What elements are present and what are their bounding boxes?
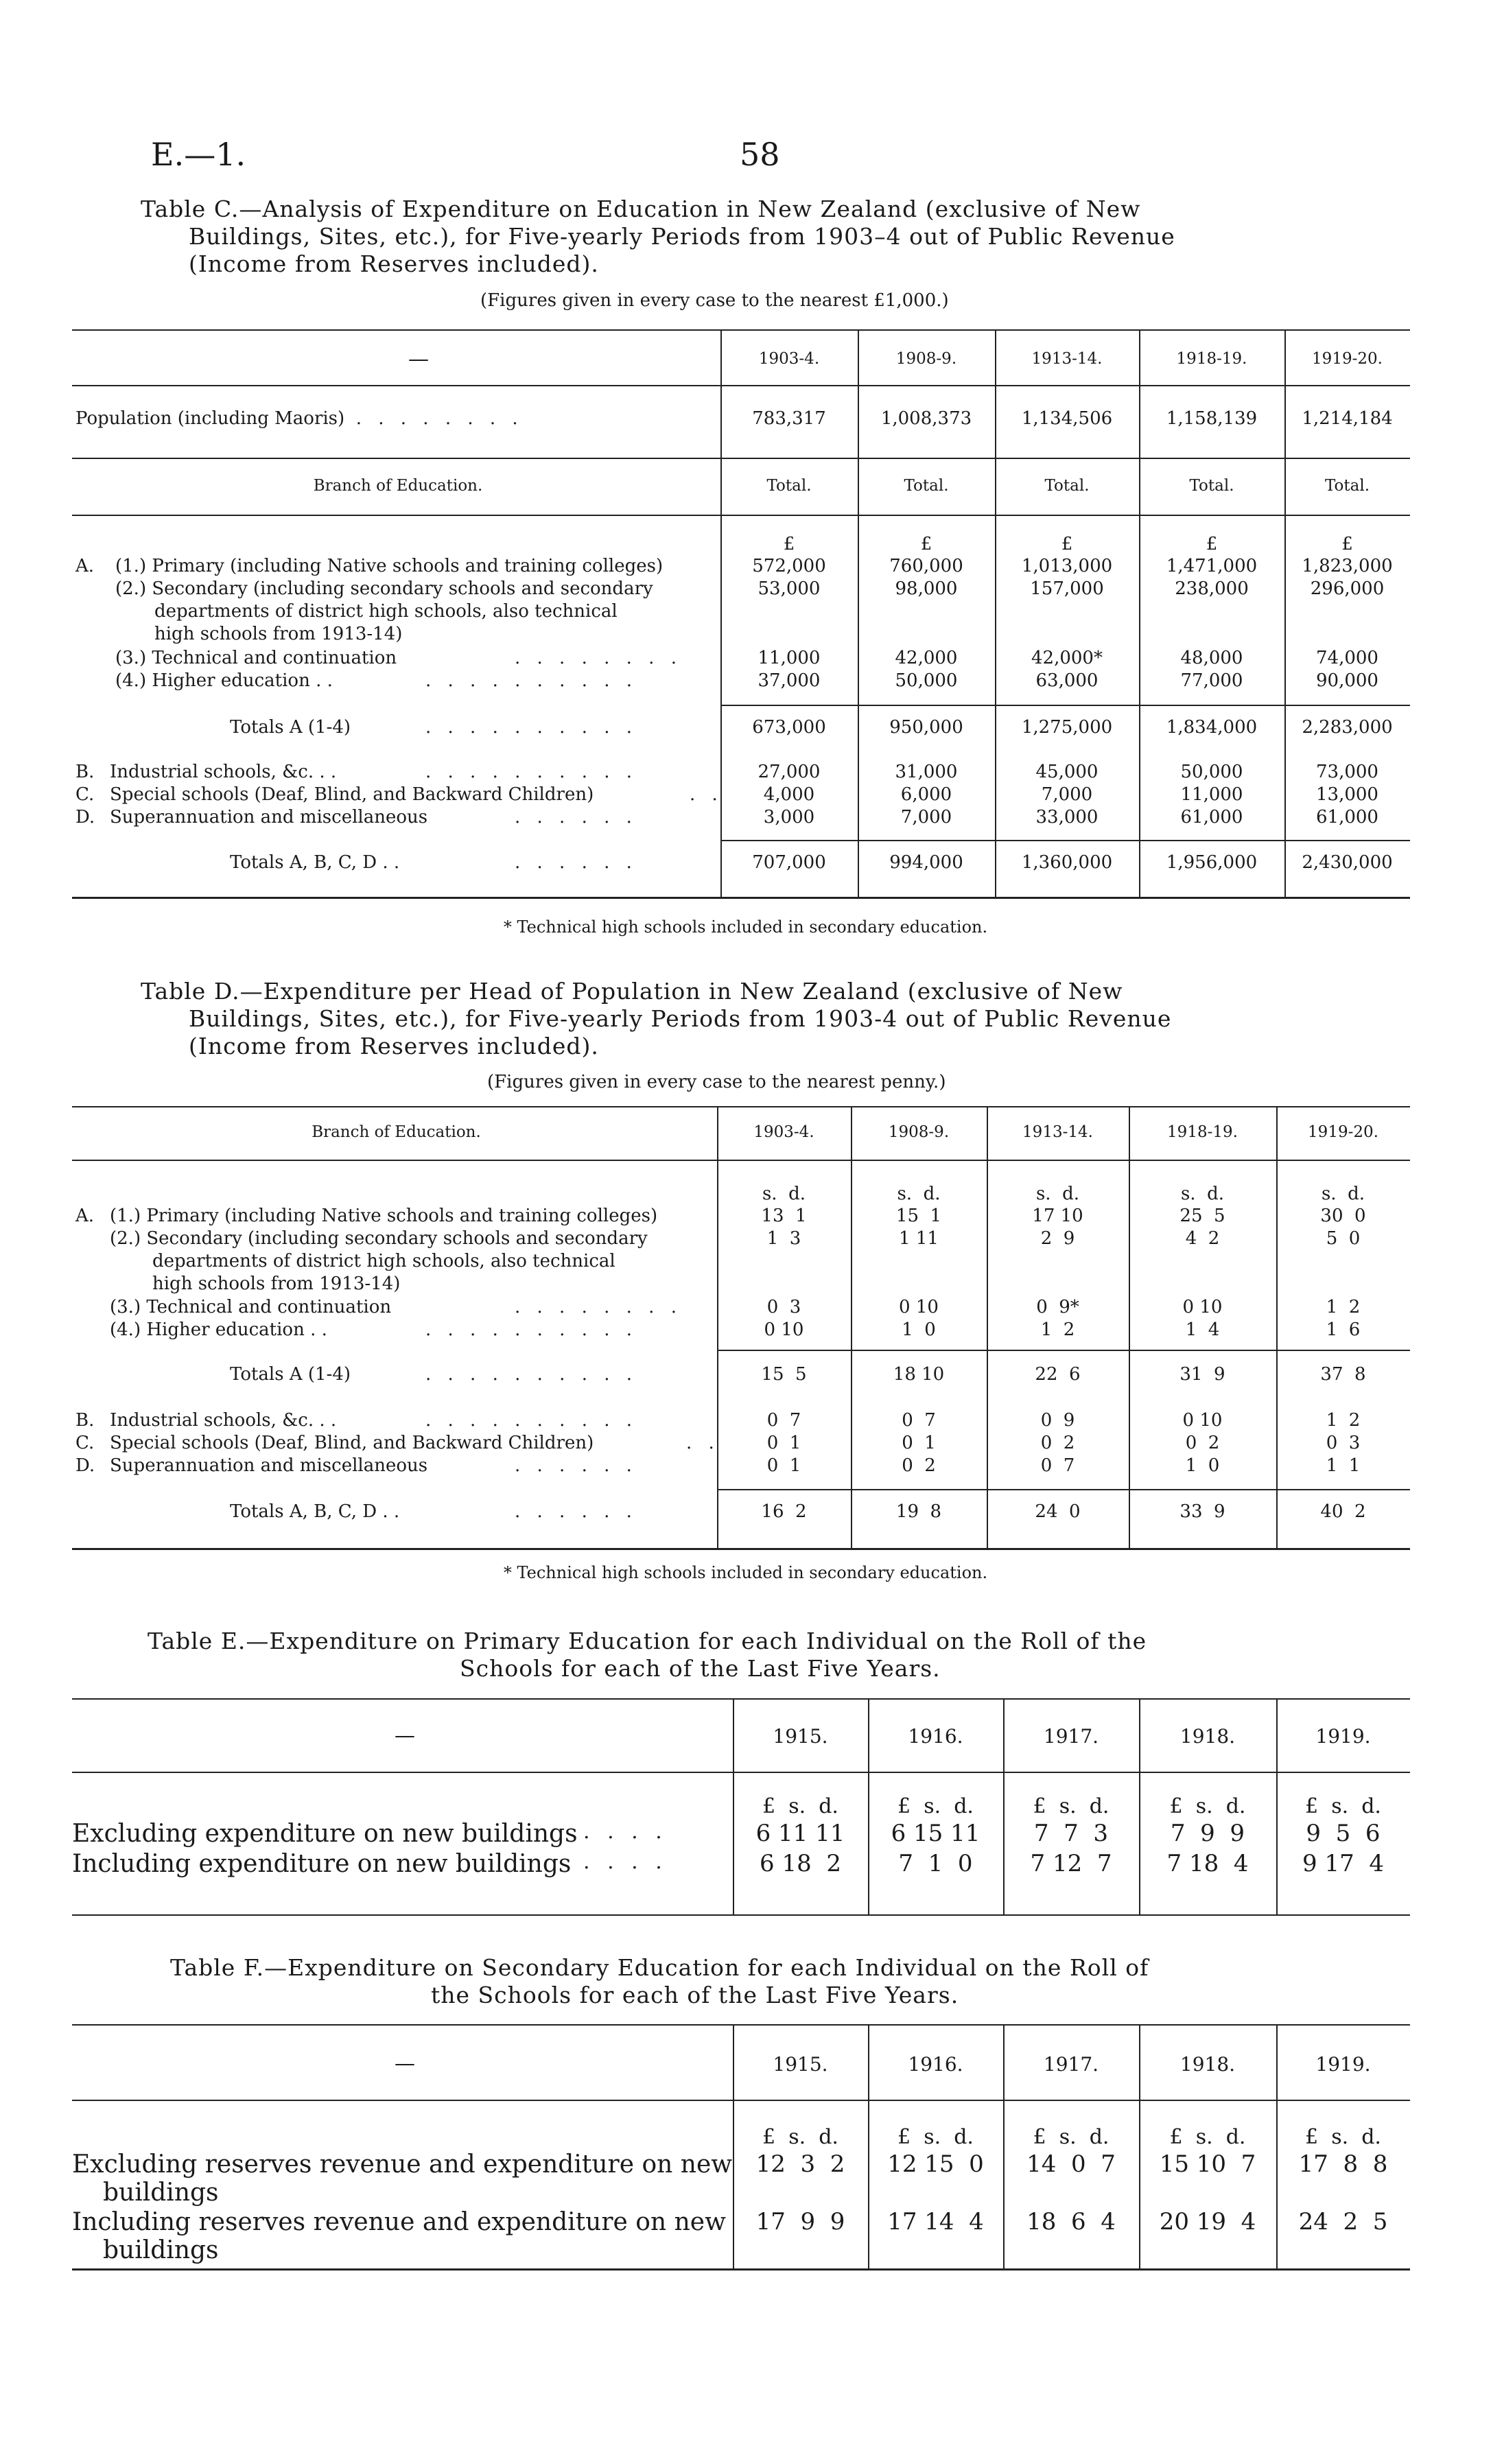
- table-d-row-label: Special schools (Deaf, Blind, and Backward Children): [110, 1433, 594, 1453]
- table-c-row-dots: . . . . . .: [515, 852, 637, 873]
- table-d-row-label-cont: high schools from 1913-14): [152, 1274, 401, 1294]
- table-e-cell: 6 18 2: [760, 1850, 841, 1877]
- table-d-cell: 0 1: [766, 1433, 801, 1453]
- table-e-unit-5: £ s. d.: [1305, 1794, 1381, 1818]
- table-d-totals-a-label: Totals A (1-4): [230, 1364, 351, 1385]
- table-e-cell: 9 5 6: [1306, 1820, 1381, 1847]
- table-e-cell: 6 11 11: [755, 1820, 845, 1847]
- table-c-cell: 61,000: [1180, 807, 1243, 828]
- table-c-year-1: 1903-4.: [758, 350, 820, 368]
- table-c-cell: 1,823,000: [1302, 556, 1393, 576]
- table-f-unit-3: £ s. d.: [1033, 2125, 1110, 2149]
- table-d-unit-4: s. d.: [1180, 1184, 1225, 1204]
- table-c-population-3: 1,134,506: [1021, 408, 1113, 429]
- table-d-totals-a-cell: 37 8: [1320, 1364, 1366, 1385]
- table-d-year-2: 1908-9.: [888, 1123, 950, 1141]
- table-c-total-header-2: Total.: [904, 477, 949, 495]
- table-d-title-line-1: Table D.—Expenditure per Head of Population in New Zealand (exclusive of New: [141, 978, 1123, 1005]
- table-d-cell: 1 0: [902, 1319, 936, 1340]
- table-f-cell: 17 8 8: [1298, 2150, 1388, 2178]
- table-c-cell: 42,000*: [1031, 648, 1103, 668]
- page-number: 58: [740, 136, 780, 173]
- table-f-title-line-2: the Schools for each of the Last Five Years.: [431, 1982, 959, 2008]
- table-f-row-label-cont: buildings: [103, 2179, 219, 2207]
- table-f-cell: 18 6 4: [1026, 2208, 1116, 2236]
- table-c-cell: 238,000: [1175, 578, 1249, 599]
- table-d-cell: 4 2: [1185, 1228, 1220, 1249]
- table-d-totals-abcd-cell: 16 2: [761, 1501, 807, 1522]
- table-c-totals-abcd-cell: 1,956,000: [1166, 852, 1258, 873]
- table-d-cell: 13 1: [761, 1206, 807, 1226]
- table-e-cell: 7 12 7: [1030, 1850, 1112, 1877]
- table-c-cell: 13,000: [1316, 784, 1378, 805]
- table-c-row-dots: . .: [690, 784, 723, 805]
- table-f-year-4: 1918.: [1179, 2053, 1236, 2076]
- table-f-cell: 24 2 5: [1298, 2208, 1388, 2236]
- table-d-row-dots: . . . . . .: [515, 1501, 637, 1522]
- table-e-title-line-2: Schools for each of the Last Five Years.: [460, 1655, 941, 1682]
- table-c-cell: 98,000: [895, 578, 958, 599]
- table-c-cell: 48,000: [1180, 648, 1243, 668]
- table-e-year-3: 1917.: [1043, 1725, 1099, 1748]
- page-reference: E.—1.: [151, 136, 246, 173]
- table-d-cell: 0 2: [902, 1455, 936, 1476]
- table-c-unit-3: £: [1061, 534, 1073, 554]
- table-d-cell: 0 1: [766, 1455, 801, 1476]
- table-d-cell: 0 3: [766, 1297, 801, 1317]
- table-e-unit-2: £ s. d.: [897, 1794, 974, 1818]
- table-d-totals-a-cell: 31 9: [1179, 1364, 1225, 1385]
- table-d-year-3: 1913-14.: [1022, 1123, 1093, 1141]
- table-e-unit-4: £ s. d.: [1169, 1794, 1246, 1818]
- table-c-cell: 33,000: [1035, 807, 1099, 828]
- table-e-row-dots: . . . .: [583, 1820, 668, 1844]
- table-f-title-line-1: Table F.—Expenditure on Secondary Education for each Individual on the Roll of: [170, 1954, 1149, 1981]
- table-c-total-header-3: Total.: [1044, 477, 1090, 495]
- table-e-unit-3: £ s. d.: [1033, 1794, 1110, 1818]
- table-d-totals-a-cell: 15 5: [761, 1364, 807, 1385]
- table-c-row-label: Special schools (Deaf, Blind, and Backward Children): [110, 784, 594, 805]
- table-c-row-dots: . . . . . . . . . .: [425, 717, 638, 738]
- table-c-cell: 53,000: [758, 578, 821, 599]
- table-d-cell: 1 11: [899, 1228, 939, 1249]
- table-d-cell: 0 7: [902, 1410, 936, 1431]
- table-d-totals-abcd-cell: 40 2: [1320, 1501, 1366, 1522]
- table-c-year-5: 1919-20.: [1312, 350, 1383, 368]
- table-e-cell: 7 18 4: [1166, 1850, 1249, 1877]
- table-d-cell: 0 10: [899, 1297, 939, 1317]
- table-d-row-dots: . . . . . . . . . .: [425, 1410, 638, 1431]
- table-d-cell: 15 1: [895, 1206, 942, 1226]
- table-c-row-dots: . . . . . .: [515, 807, 637, 828]
- table-c-totals-abcd-label: Totals A, B, C, D . .: [230, 852, 400, 873]
- table-c-row-label-cont: high schools from 1913-14): [154, 624, 403, 644]
- table-d-cell: 30 0: [1320, 1206, 1366, 1226]
- table-f-row-label: Including reserves revenue and expenditure on new: [72, 2208, 726, 2236]
- table-c-cell: 27,000: [758, 762, 821, 782]
- table-c-year-2: 1908-9.: [895, 350, 957, 368]
- table-c-title-line-3: (Income from Reserves included).: [189, 250, 599, 277]
- table-c-cell: 11,000: [758, 648, 821, 668]
- table-d-title-line-2: Buildings, Sites, etc.), for Five-yearly Periods from 1903-4 out of Public Revenue: [189, 1005, 1172, 1032]
- table-f-dash: —: [395, 2052, 415, 2076]
- table-e-row-label: Including expenditure on new buildings: [72, 1850, 572, 1878]
- table-f-row-label-cont: buildings: [103, 2236, 219, 2264]
- table-c-year-4: 1918-19.: [1176, 350, 1247, 368]
- table-c-totals-abcd-cell: 2,430,000: [1302, 852, 1393, 873]
- table-c-cell: 61,000: [1316, 807, 1378, 828]
- table-d-row-dots: . . . . . . . .: [515, 1297, 682, 1317]
- table-c-row-label-cont: departments of district high schools, also technical: [154, 601, 618, 622]
- table-d-cell: 1 2: [1326, 1410, 1361, 1431]
- table-e-row-dots: . . . .: [583, 1850, 668, 1874]
- table-d-cell: 1 2: [1040, 1319, 1075, 1340]
- table-c-title: [141, 196, 1369, 278]
- table-f-unit-5: £ s. d.: [1305, 2125, 1381, 2149]
- table-d-cell: 1 0: [1185, 1455, 1220, 1476]
- table-c-cell: 6,000: [900, 784, 952, 805]
- table-c-row-letter-c: C.: [75, 784, 95, 805]
- table-c-population-label: Population (including Maoris) . . . . . . . .: [75, 408, 524, 429]
- table-d-branch-header: Branch of Education.: [312, 1123, 481, 1141]
- table-e-cell: 9 17 4: [1302, 1850, 1384, 1877]
- table-f-unit-1: £ s. d.: [762, 2125, 838, 2149]
- table-c-cell: 50,000: [1180, 762, 1243, 782]
- table-e-year-2: 1916.: [908, 1725, 963, 1748]
- table-d-cell: 1 1: [1326, 1455, 1361, 1476]
- table-c-row-dots: . . . . . . . . . .: [425, 762, 638, 782]
- table-c-row-label: (1.) Primary (including Native schools and training colleges): [115, 556, 664, 576]
- table-c-cell: 296,000: [1310, 578, 1385, 599]
- table-e-year-1: 1915.: [773, 1725, 828, 1748]
- table-d-totals-a-cell: 18 10: [893, 1364, 945, 1385]
- table-d-unit-3: s. d.: [1035, 1184, 1080, 1204]
- table-c-row-dots: . . . . . . . . . .: [425, 670, 638, 691]
- table-d-cell: 0 7: [1040, 1455, 1075, 1476]
- table-c-population-1: 783,317: [752, 408, 826, 429]
- table-d-year-1: 1903-4.: [753, 1123, 814, 1141]
- table-d-cell: 25 5: [1179, 1206, 1225, 1226]
- table-d-row-letter-d: D.: [75, 1455, 95, 1476]
- table-f-year-5: 1919.: [1315, 2053, 1371, 2076]
- table-d-title-line-3: (Income from Reserves included).: [189, 1033, 599, 1059]
- table-f-cell: 20 19 4: [1159, 2208, 1256, 2236]
- table-d-subtitle: (Figures given in every case to the nearest penny.): [487, 1072, 946, 1092]
- table-c-unit-1: £: [783, 534, 795, 554]
- table-d-row-letter-b: B.: [75, 1410, 95, 1431]
- table-e-cell: 7 1 0: [898, 1850, 973, 1877]
- table-d-row-label-cont: departments of district high schools, also technical: [152, 1251, 615, 1271]
- table-f-cell: 12 3 2: [755, 2150, 845, 2178]
- table-c-cell: 1,471,000: [1166, 556, 1258, 576]
- table-d-row-dots: . .: [686, 1433, 720, 1453]
- table-d-totals-abcd-label: Totals A, B, C, D . .: [230, 1501, 400, 1522]
- table-d-year-5: 1919-20.: [1308, 1123, 1378, 1141]
- table-c-cell: 11,000: [1180, 784, 1243, 805]
- table-d-cell: 1 2: [1326, 1297, 1361, 1317]
- table-c-population-4: 1,158,139: [1166, 408, 1258, 429]
- table-e-title: [148, 1628, 1376, 1682]
- table-c-cell: 63,000: [1035, 670, 1099, 691]
- table-c-cell: 4,000: [763, 784, 815, 805]
- table-c-totals-abcd-cell: 707,000: [752, 852, 826, 873]
- table-d-cell: 1 4: [1185, 1319, 1220, 1340]
- table-d-row-label: (2.) Secondary (including secondary schools and secondary: [110, 1228, 648, 1249]
- table-c-cell: 7,000: [1041, 784, 1093, 805]
- table-d-cell: 0 9: [1040, 1410, 1075, 1431]
- table-c-dash: —: [408, 347, 429, 371]
- table-d-year-4: 1918-19.: [1167, 1123, 1238, 1141]
- table-d-row-label: (1.) Primary (including Native schools and training colleges): [110, 1206, 658, 1226]
- table-e-cell: 7 9 9: [1170, 1820, 1245, 1847]
- table-f-title: [170, 1954, 1398, 2009]
- table-c-cell: 42,000: [895, 648, 958, 668]
- table-c-row-label: (4.) Higher education . .: [115, 670, 333, 691]
- table-c-cell: 90,000: [1316, 670, 1378, 691]
- table-f-cell: 15 10 7: [1159, 2150, 1256, 2178]
- table-c-total-header-1: Total.: [766, 477, 812, 495]
- table-d-unit-5: s. d.: [1321, 1184, 1365, 1204]
- table-d-totals-a-cell: 22 6: [1035, 1364, 1081, 1385]
- table-d-cell: 0 2: [1040, 1433, 1075, 1453]
- table-f-year-1: 1915.: [773, 2053, 828, 2076]
- table-d-row-letter-c: C.: [75, 1433, 95, 1453]
- table-c-row-label: Industrial schools, &c. . .: [110, 762, 337, 782]
- table-e-cell: 7 7 3: [1033, 1820, 1109, 1847]
- table-d-row-label: Superannuation and miscellaneous: [110, 1455, 428, 1476]
- table-d-cell: 0 1: [902, 1433, 936, 1453]
- table-c-totals-abcd-cell: 994,000: [889, 852, 963, 873]
- table-c-cell: 157,000: [1030, 578, 1104, 599]
- table-c-total-header-5: Total.: [1324, 477, 1370, 495]
- table-e-unit-1: £ s. d.: [762, 1794, 838, 1818]
- table-c-row-label: (2.) Secondary (including secondary schools and secondary: [115, 578, 653, 599]
- table-d-cell: 0 7: [766, 1410, 801, 1431]
- table-d-unit-2: s. d.: [897, 1184, 941, 1204]
- table-d-cell: 17 10: [1032, 1206, 1083, 1226]
- table-c-row-label: Superannuation and miscellaneous: [110, 807, 428, 828]
- table-f-cell: 12 15 0: [887, 2150, 984, 2178]
- table-d-cell: 2 9: [1040, 1228, 1075, 1249]
- table-d-cell: 0 10: [1182, 1410, 1223, 1431]
- table-f-unit-2: £ s. d.: [897, 2125, 974, 2149]
- table-c-cell: 31,000: [895, 762, 958, 782]
- table-c-cell: 3,000: [763, 807, 815, 828]
- table-c-cell: 572,000: [752, 556, 826, 576]
- table-c-population-2: 1,008,373: [880, 408, 972, 429]
- table-f-year-2: 1916.: [908, 2053, 963, 2076]
- table-c-totals-abcd-cell: 1,360,000: [1021, 852, 1113, 873]
- table-c-row-label: (3.) Technical and continuation: [115, 648, 397, 668]
- table-c-total-header-4: Total.: [1189, 477, 1234, 495]
- table-e-dash: —: [395, 1724, 415, 1748]
- table-d-row-label: (4.) Higher education . .: [110, 1319, 327, 1340]
- table-c-cell: 74,000: [1316, 648, 1378, 668]
- table-f-cell: 14 0 7: [1026, 2150, 1116, 2178]
- table-d-row-dots: . . . . . .: [515, 1455, 637, 1476]
- table-d-row-dots: . . . . . . . . . .: [425, 1364, 638, 1385]
- table-d-row-label: (3.) Technical and continuation: [110, 1297, 392, 1317]
- table-d-row-label: Industrial schools, &c. . .: [110, 1410, 337, 1431]
- table-c-subtitle: (Figures given in every case to the nearest £1,000.): [480, 290, 949, 311]
- table-d-cell: 0 3: [1326, 1433, 1361, 1453]
- table-e-title-line-1: Table E.—Expenditure on Primary Education for each Individual on the Roll of the: [148, 1628, 1147, 1654]
- table-c-row-letter-a: A.: [75, 556, 95, 576]
- table-c-cell: 7,000: [900, 807, 952, 828]
- table-f-cell: 17 9 9: [755, 2208, 845, 2236]
- table-e-year-4: 1918.: [1179, 1725, 1236, 1748]
- table-d-cell: 0 9*: [1036, 1297, 1079, 1317]
- table-c-totals-a-label: Totals A (1-4): [230, 717, 351, 738]
- table-f-cell: 17 14 4: [887, 2208, 984, 2236]
- table-d-cell: 0 2: [1185, 1433, 1220, 1453]
- table-d-cell: 0 10: [1182, 1297, 1223, 1317]
- table-c-footnote: * Technical high schools included in secondary education.: [503, 917, 988, 937]
- table-c-cell: 1,013,000: [1021, 556, 1113, 576]
- table-c-unit-2: £: [920, 534, 932, 554]
- table-d-totals-abcd-cell: 33 9: [1179, 1501, 1225, 1522]
- table-d-row-dots: . . . . . . . . . .: [425, 1319, 638, 1340]
- table-d-footnote: * Technical high schools included in secondary education.: [503, 1563, 988, 1582]
- table-c-cell: 45,000: [1035, 762, 1099, 782]
- table-c-totals-a-cell: 673,000: [752, 717, 826, 738]
- table-f-unit-4: £ s. d.: [1169, 2125, 1246, 2149]
- table-c-title-line-2: Buildings, Sites, etc.), for Five-yearly Periods from 1903–4 out of Public Revenue: [189, 223, 1175, 250]
- table-c-cell: 760,000: [889, 556, 963, 576]
- table-c-year-3: 1913-14.: [1031, 350, 1103, 368]
- table-d-cell: 1 3: [766, 1228, 801, 1249]
- table-e-cell: 6 15 11: [891, 1820, 981, 1847]
- table-c-cell: 73,000: [1316, 762, 1378, 782]
- table-d-row-letter-a: A.: [75, 1206, 95, 1226]
- table-e-row-label: Excluding expenditure on new buildings: [72, 1820, 578, 1848]
- table-f-year-3: 1917.: [1043, 2053, 1099, 2076]
- table-c-unit-4: £: [1206, 534, 1218, 554]
- table-c-population-5: 1,214,184: [1302, 408, 1393, 429]
- table-c-totals-a-cell: 950,000: [889, 717, 963, 738]
- table-d-cell: 1 6: [1326, 1319, 1361, 1340]
- table-c-unit-5: £: [1341, 534, 1353, 554]
- table-c-row-letter-d: D.: [75, 807, 95, 828]
- table-d-totals-abcd-cell: 19 8: [895, 1501, 942, 1522]
- table-c-row-dots: . . . . . . . .: [515, 648, 682, 668]
- table-c-cell: 37,000: [758, 670, 821, 691]
- table-d-totals-abcd-cell: 24 0: [1035, 1501, 1081, 1522]
- table-c-totals-a-cell: 1,275,000: [1021, 717, 1113, 738]
- table-d-unit-1: s. d.: [762, 1184, 806, 1204]
- table-e-year-5: 1919.: [1315, 1725, 1371, 1748]
- table-c-cell: 50,000: [895, 670, 958, 691]
- table-d-title: [141, 978, 1369, 1060]
- table-c-cell: 77,000: [1180, 670, 1243, 691]
- table-f-row-label: Excluding reserves revenue and expenditure on new: [72, 2150, 733, 2179]
- table-d-cell: 5 0: [1326, 1228, 1361, 1249]
- table-c-row-letter-b: B.: [75, 762, 95, 782]
- table-c-totals-a-cell: 2,283,000: [1302, 717, 1393, 738]
- table-c-totals-a-cell: 1,834,000: [1166, 717, 1258, 738]
- table-d-cell: 0 10: [764, 1319, 804, 1340]
- table-c-title-line-1: Table C.—Analysis of Expenditure on Education in New Zealand (exclusive of New: [141, 196, 1141, 222]
- table-c-branch-header: Branch of Education.: [313, 477, 483, 495]
